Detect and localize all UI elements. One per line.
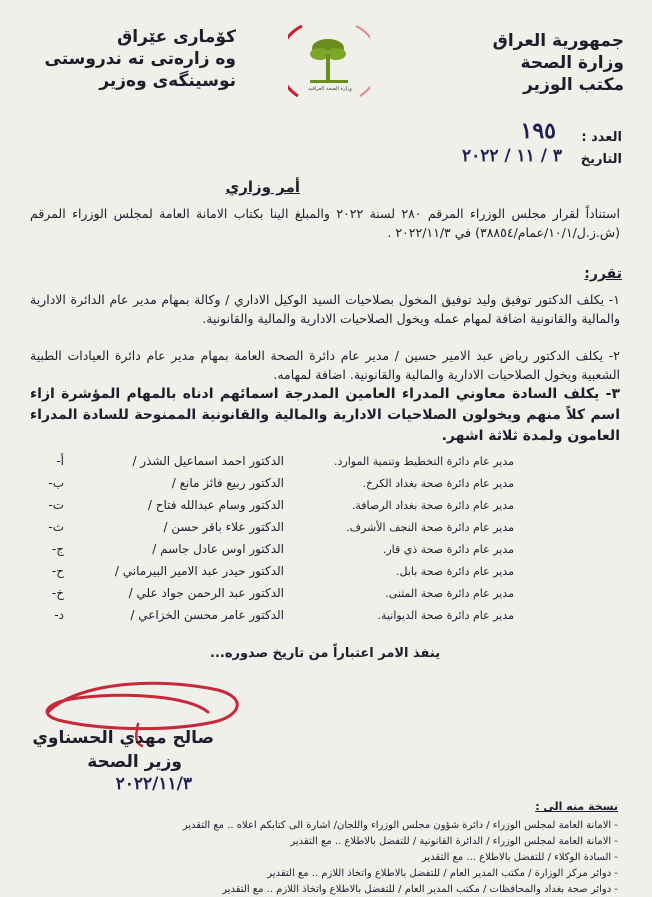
signature-date: ٢٠٢٢/١١/٣ — [115, 774, 192, 794]
list-post: مدير عام دائرة صحة بابل. — [396, 565, 514, 578]
signatory-title: وزير الصحة — [87, 752, 182, 772]
decision-label: تقرر: — [584, 266, 622, 282]
list-letter: ت- — [48, 498, 64, 512]
list-letter: ب- — [48, 476, 64, 490]
list-name: الدكتور احمد اسماعيل الشذر / — [132, 454, 284, 468]
list-item — [42, 450, 602, 472]
list-name: الدكتور علاء باقر حسن / — [163, 520, 284, 534]
list-item — [42, 472, 602, 494]
cc-line: - الامانة العامة لمجلس الوزراء / دائرة شؤون مجلس الوزراء واللجان/ اشارة الى كتابكم اعلاه .. مع التقدير — [182, 820, 618, 831]
header-right — [493, 30, 624, 96]
list-post: مدير عام دائرة صحة المثنى. — [385, 587, 514, 600]
header-left-line-3: نوسینگەی وەزیر — [99, 71, 236, 91]
number-label: العدد : — [581, 130, 622, 145]
list-name: الدكتور اوس عادل جاسم / — [152, 542, 284, 556]
list-post: مدير عام دائرة صحة النجف الأشرف. — [346, 521, 514, 534]
list-item — [42, 560, 602, 582]
signatory-name: صالح مهدي الحسناوي — [32, 728, 214, 748]
cc-line: - دوائر صحة بغداد والمحافظات / مكتب المدير العام / للتفضل بالاطلاع واتخاذ اللازم .. مع التقدير — [222, 884, 618, 895]
header-left — [44, 26, 236, 92]
list-item — [42, 538, 602, 560]
effective-statement: ينفذ الامر اعتباراً من تاريخ صدوره... — [210, 646, 441, 661]
header-right-line-2: وزارة الصحة — [520, 53, 624, 73]
list-post: مدير عام دائرة صحة ذي قار. — [382, 543, 514, 556]
cc-line: - دوائر مركز الوزارة / مكتب المدير العام / للتفضل بالاطلاع واتخاذ اللازم .. مع التقدير — [267, 868, 618, 879]
list-item — [42, 516, 602, 538]
list-post: مدير عام دائرة صحة الديوانية. — [377, 609, 514, 622]
ministry-logo — [288, 18, 370, 114]
list-item — [42, 604, 602, 626]
date-value: ٣ / ١١ / ٢٠٢٢ — [461, 146, 562, 166]
cc-line: - السادة الوكلاء / للتفضل بالاطلاع ... مع التقدير — [421, 852, 618, 863]
header-right-line-1: جمهورية العراق — [492, 31, 624, 51]
header-left-line-2: وه زارەتی تە ندروستی — [44, 49, 236, 69]
palm-tree-logo-icon — [288, 18, 370, 114]
list-letter: د- — [54, 608, 64, 622]
list-letter: خ- — [51, 586, 64, 600]
header-right-line-3: مكتب الوزير — [523, 75, 624, 95]
list-name: الدكتور عامر محسن الخزاعي / — [130, 608, 284, 622]
list-name: الدكتور ربيع فائز مانع / — [171, 476, 284, 490]
list-letter: ج- — [51, 542, 64, 556]
list-name: الدكتور حيدر عبد الامير البيرماني / — [114, 564, 284, 578]
list-post: مدير عام دائرة صحة بغداد الكرخ. — [362, 477, 514, 490]
intro-paragraph: استناداً لقرار مجلس الوزراء المرقم ٢٨٠ لسنة ٢٠٢٢ والمبلغ الينا بكتاب الامانة العامة لمجلس الوزراء المرقم (ش.ز.ل/١٠/١/عمام/٣٨٨٥٤) في ٢٠٢٢/١١/٣ . — [30, 206, 620, 240]
cc-list — [28, 818, 618, 897]
date-label: التاريخ — [580, 152, 622, 167]
item-3: ٣- يكلف السادة معاوني المدراء العامين المدرجة اسمائهم ادناه بالمهام المؤشرة ازاء اسم كلاً منهم ويخولون الصلاحيات الادارية والمالية والقانونية الممنوحة للسادة المدراء العامون ولمدة ثلاثة اشهر. — [30, 386, 620, 444]
header-left-line-1: كۆماری عێراق — [117, 27, 236, 47]
list-item — [42, 494, 602, 516]
item-2: ٢- يكلف الدكتور رياض عبد الامير حسين / مدير عام دائرة الصحة العامة بمهام مدير عام دائرة العيادات الطبية الشعبية ويخول الصلاحيات الادارية والمالية والقانونية. اضافة لمهامه. — [30, 348, 620, 382]
cc-label: نسخة منه الى : — [535, 800, 618, 813]
appointees-list — [42, 450, 602, 626]
number-value: ١٩٥ — [520, 118, 556, 144]
logo-caption: وزارة الصحة العراقية — [308, 86, 352, 92]
document-title: أمر وزاري — [225, 178, 300, 196]
list-post: مدير عام دائرة صحة بغداد الرصافة. — [351, 499, 514, 512]
list-post: مدير عام دائرة التخطيط وتنمية الموارد. — [334, 455, 514, 468]
list-item — [42, 582, 602, 604]
list-letter: أ- — [56, 454, 64, 468]
item-1: ١- يكلف الدكتور توفيق وليد توفيق المخول بصلاحيات السيد الوكيل الاداري / وكالة بمهام مدير عام الدائرة الادارية والمالية والقانونية اضافة لمهام عمله ويخول الصلاحيات الادارية والمالية والقانونية. — [30, 292, 620, 326]
list-letter: ث- — [48, 520, 64, 534]
list-letter: ح- — [51, 564, 64, 578]
list-name: الدكتور وسام عبدالله فتاح / — [147, 498, 284, 512]
list-name: الدكتور عبد الرحمن جواد علي / — [128, 586, 284, 600]
cc-line: - الامانة العامة لمجلس الوزراء / الدائرة القانونية / للتفضل بالاطلاع .. مع التقدير — [290, 836, 618, 847]
